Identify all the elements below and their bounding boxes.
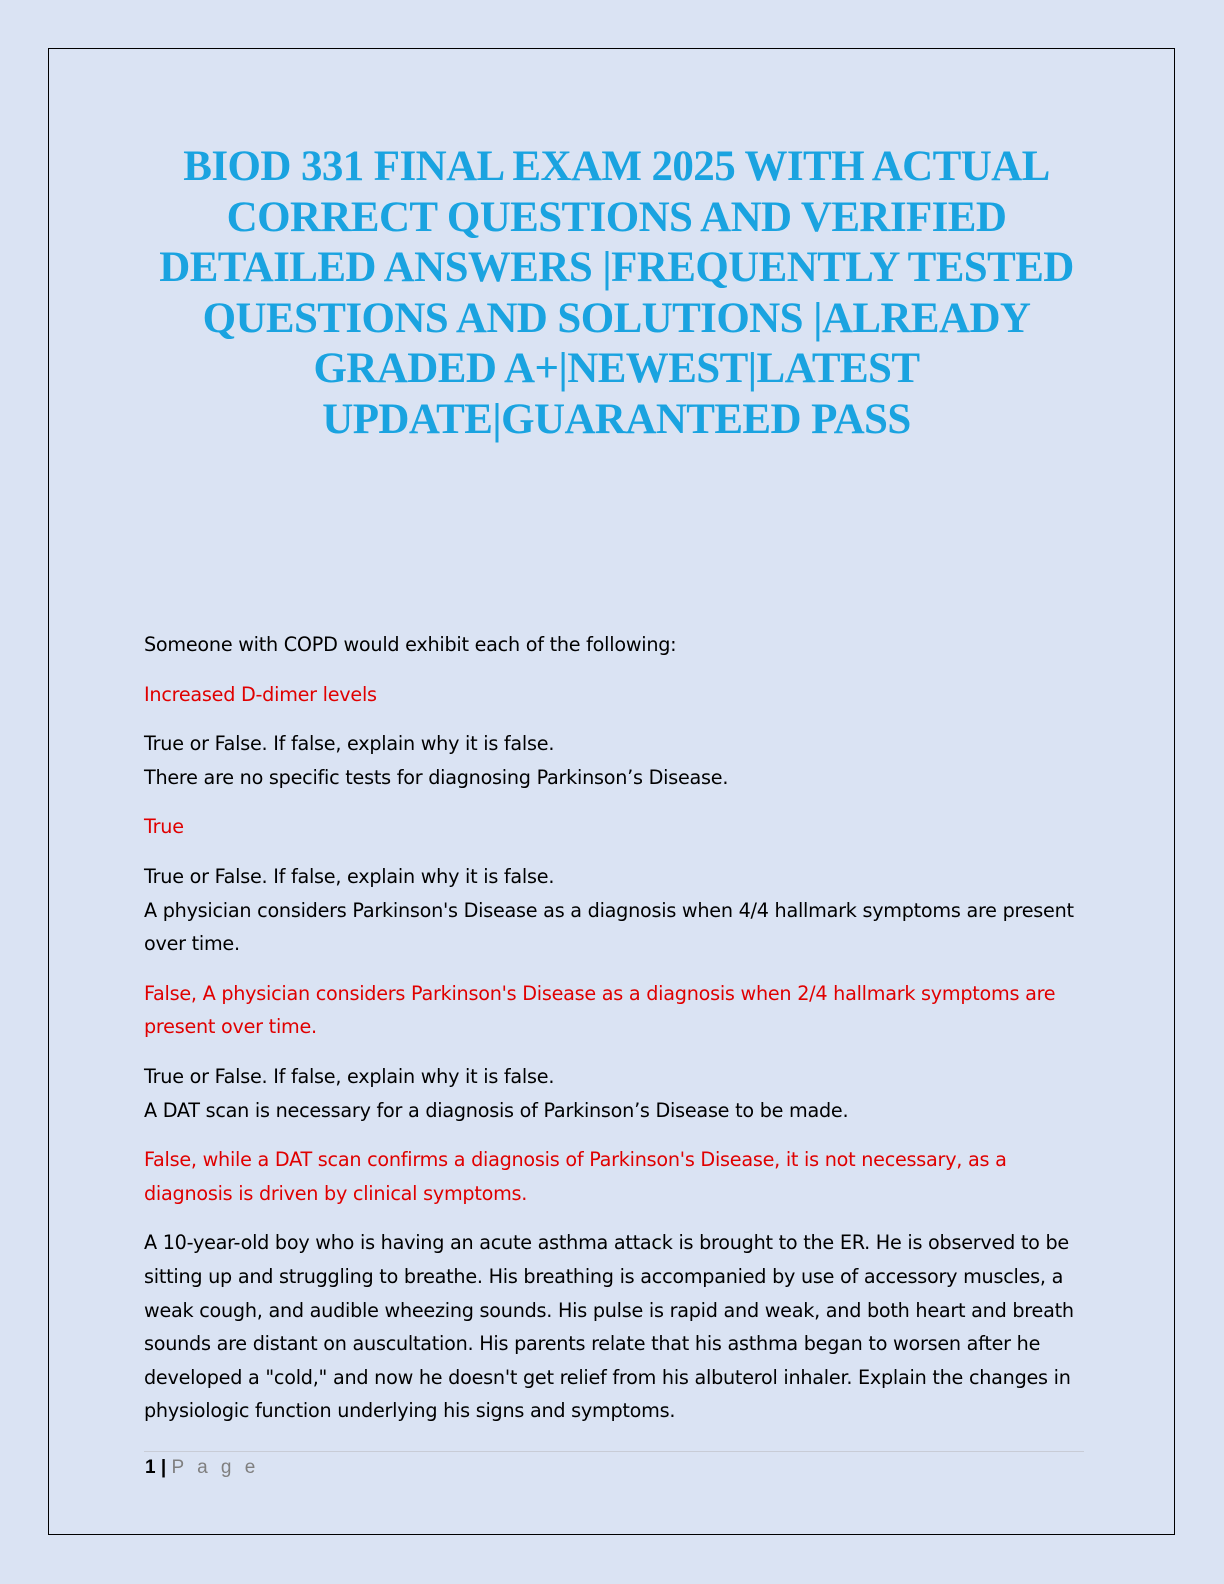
question-3-prompt: True or False. If false, explain why it is false.	[144, 864, 555, 888]
question-2-prompt: True or False. If false, explain why it is false.	[144, 732, 555, 756]
question-3-statement: A physician considers Parkinson's Disease as a diagnosis when 4/4 hallmark symptoms are present over time.	[144, 898, 1074, 956]
title-line: UPDATE|GUARANTEED PASS	[322, 395, 911, 443]
title-line: BIOD 331 FINAL EXAM 2025 WITH ACTUAL	[183, 143, 1050, 190]
title-line: CORRECT QUESTIONS AND VERIFIED	[226, 193, 1007, 241]
question-2-statement: There are no specific tests for diagnosing Parkinson’s Disease.	[144, 765, 729, 789]
page-label: P a g e	[171, 1457, 260, 1478]
footer-separator: |	[160, 1457, 167, 1478]
footer-divider	[144, 1451, 1084, 1452]
page-number: 1	[145, 1457, 156, 1478]
answer-1: Increased D-dimer levels	[144, 682, 377, 706]
answer-2: True	[144, 815, 184, 839]
question-3	[144, 860, 1084, 961]
answer-4: False, while a DAT scan confirms a diagnosis of Parkinson's Disease, it is not necessary, as a diagnosis is driven by clinical symptoms.	[144, 1148, 1007, 1205]
document-body	[144, 628, 1084, 1444]
title-line: GRADED A+|NEWEST|LATEST	[313, 345, 920, 392]
question-5: A 10-year-old boy who is having an acute asthma attack is brought to the ER. He is observed to be sitting up and struggling to breathe. His breathing is accompanied by use of accessory muscles, a weak cough, and audible wheezing sounds. His pulse is rapid and weak, and both heart and breath sounds are distant on auscultation. His parents relate that his asthma began to worsen after he developed a "cold," and now he doesn't get relief from his albuterol inhaler. Explain the changes in physiologic function underlying his signs and symptoms.	[144, 1231, 1074, 1423]
answer-3: False, A physician considers Parkinson's Disease as a diagnosis when 2/4 hallmark symptoms are present over time.	[144, 981, 1056, 1039]
question-4-statement: A DAT scan is necessary for a diagnosis of Parkinson’s Disease to be made.	[144, 1098, 849, 1122]
page-footer	[145, 1456, 259, 1480]
question-1: Someone with COPD would exhibit each of the following:	[144, 633, 677, 656]
question-4-prompt: True or False. If false, explain why it is false.	[144, 1064, 555, 1088]
title-line: QUESTIONS AND SOLUTIONS |ALREADY	[202, 294, 1031, 342]
question-2	[144, 727, 1084, 794]
question-4	[144, 1060, 1084, 1127]
document-title	[120, 142, 1113, 445]
title-line: DETAILED ANSWERS |FREQUENTLY TESTED	[159, 244, 1074, 291]
